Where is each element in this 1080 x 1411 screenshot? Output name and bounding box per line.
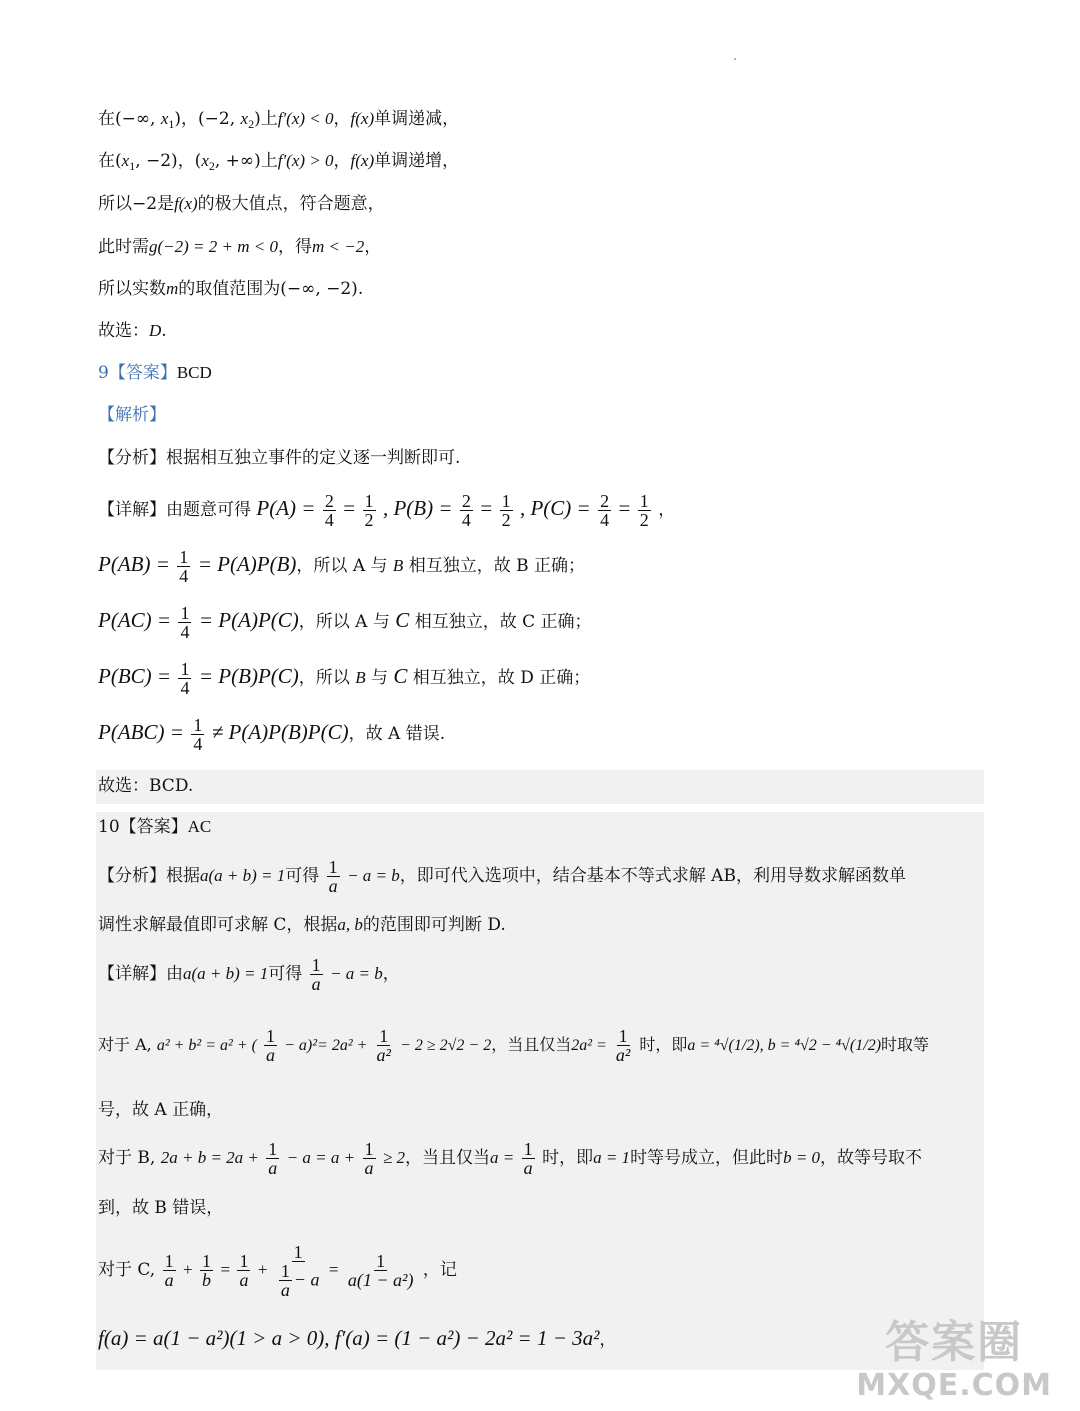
text: ，故等号取不 bbox=[820, 1148, 923, 1168]
formula-line bbox=[98, 1240, 457, 1300]
fraction bbox=[375, 1027, 393, 1064]
text: 所以实数 bbox=[98, 279, 166, 299]
fraction bbox=[266, 1140, 279, 1177]
math: f(x) bbox=[350, 151, 375, 170]
math: f(x) bbox=[350, 109, 375, 128]
formula-line bbox=[98, 708, 445, 758]
math: = bbox=[480, 496, 493, 520]
denominator: 2 bbox=[501, 510, 511, 530]
text: 对于 C, bbox=[98, 1260, 161, 1280]
math: P(BC) = bbox=[98, 664, 172, 688]
answer-tag: 【答案】 bbox=[108, 363, 177, 383]
scan-dot bbox=[734, 58, 736, 60]
denominator: a bbox=[311, 974, 321, 994]
math: , P(B) = bbox=[382, 496, 453, 520]
text: 时等号成立，但此时 bbox=[630, 1148, 784, 1168]
math: = bbox=[328, 1260, 339, 1279]
text: 时取等 bbox=[881, 1035, 930, 1054]
math: = 2a² + bbox=[317, 1037, 368, 1054]
denominator: 2 bbox=[639, 510, 649, 530]
text: 在( bbox=[98, 151, 122, 171]
math: x bbox=[160, 109, 169, 128]
math: x bbox=[201, 151, 209, 170]
text: ，记 bbox=[422, 1260, 457, 1280]
text-line bbox=[98, 149, 459, 178]
math: = P(A)P(B) bbox=[197, 552, 297, 576]
fraction bbox=[327, 858, 340, 895]
analysis-heading: 【解析】 bbox=[98, 405, 166, 425]
numerator: 1 bbox=[179, 547, 189, 567]
fraction bbox=[275, 1243, 322, 1299]
numerator: 1 bbox=[618, 1026, 628, 1046]
math: C bbox=[395, 608, 410, 632]
numerator: 1 bbox=[328, 857, 338, 877]
numerator: 1 bbox=[180, 659, 190, 679]
denominator: a bbox=[239, 1270, 249, 1290]
fraction bbox=[178, 604, 191, 641]
text: 由题意可得 bbox=[166, 500, 251, 520]
numerator: 1 bbox=[293, 1241, 303, 1262]
fraction bbox=[614, 1027, 632, 1064]
math: P(AB) = bbox=[98, 552, 170, 576]
math: = bbox=[618, 496, 631, 520]
text: ，故 A 错误. bbox=[348, 724, 446, 744]
math: B bbox=[392, 556, 404, 575]
math: f(x) bbox=[174, 194, 198, 213]
math: f(a) = a(1 − a²)(1 > a > 0), f′(a) = (1 − a²) − 2a² = 1 − 3a² bbox=[98, 1326, 600, 1350]
text: 相互独立，故 D 正确； bbox=[407, 668, 591, 688]
math: = bbox=[343, 496, 356, 520]
text: , +∞)上 bbox=[214, 151, 278, 171]
watermark-top: 答案圈 bbox=[885, 1317, 1024, 1368]
math: a = ⁴√(1/2), b = ⁴√2 − ⁴√(1/2) bbox=[687, 1037, 882, 1054]
math: B bbox=[355, 668, 366, 687]
section-tag: 【分析】 bbox=[98, 448, 166, 468]
denominator: a bbox=[523, 1158, 533, 1178]
math: f′(x) > 0 bbox=[277, 151, 334, 170]
math: P(A) = bbox=[256, 496, 316, 520]
section-tag: 【详解】 bbox=[98, 964, 166, 984]
text: ， bbox=[658, 500, 676, 520]
math: − a = b bbox=[330, 964, 383, 983]
text-line bbox=[98, 913, 506, 937]
text: 的极大值点，符合题意， bbox=[197, 194, 385, 214]
denominator: 4 bbox=[179, 566, 189, 586]
text: ，得 bbox=[278, 237, 312, 257]
math: = bbox=[220, 1260, 231, 1279]
fraction bbox=[363, 492, 376, 529]
text: ，当且仅当 bbox=[491, 1035, 572, 1054]
math: P(ABC) = bbox=[98, 720, 184, 744]
numerator: 2 bbox=[600, 491, 610, 511]
math: C bbox=[393, 664, 408, 688]
denominator: a bbox=[164, 1270, 174, 1290]
math: x bbox=[121, 151, 130, 170]
text: ，当且仅当 bbox=[405, 1148, 491, 1168]
fraction bbox=[638, 492, 651, 529]
section-tag: 【分析】 bbox=[98, 866, 166, 886]
text: ， bbox=[364, 237, 382, 257]
math: − 2 ≥ 2√2 − 2 bbox=[400, 1037, 492, 1054]
text-line bbox=[98, 107, 459, 136]
formula-line bbox=[98, 484, 675, 534]
math: − a = b bbox=[347, 866, 400, 885]
answer-value: AC bbox=[187, 817, 212, 836]
fraction bbox=[323, 492, 336, 529]
text-line: 故选：BCD. bbox=[98, 776, 194, 796]
math: 2 bbox=[208, 159, 215, 173]
text: ， bbox=[333, 109, 351, 129]
formula-line bbox=[98, 950, 400, 998]
text: ， bbox=[333, 151, 351, 171]
text: ，即可代入选项中，结合基本不等式求解 AB，利用导数求解函数单 bbox=[399, 866, 906, 886]
text: ，所以 A 与 bbox=[296, 556, 393, 576]
text-line bbox=[98, 192, 385, 216]
text: 所以−2是 bbox=[98, 194, 175, 214]
watermark-logo bbox=[856, 1317, 1052, 1403]
text: 的范围即可判断 D. bbox=[362, 915, 506, 935]
math: m bbox=[166, 279, 179, 298]
math: x bbox=[240, 109, 249, 128]
question-number: 9 bbox=[98, 363, 109, 383]
denominator: a bbox=[328, 876, 338, 896]
text-line bbox=[98, 235, 381, 259]
denominator: a bbox=[268, 1158, 278, 1178]
shaded-block bbox=[96, 770, 984, 804]
numerator: 1 bbox=[268, 1139, 278, 1159]
text-line: 号，故 A 正确， bbox=[98, 1100, 224, 1120]
math: a² + b² = a² + ( bbox=[156, 1037, 257, 1054]
formula-line bbox=[98, 540, 585, 590]
fraction bbox=[237, 1252, 250, 1289]
math: a(a + b) = 1 bbox=[183, 964, 269, 983]
numerator: 2 bbox=[461, 491, 471, 511]
math: a = 1 bbox=[593, 1148, 631, 1167]
math: − a bbox=[293, 1269, 320, 1289]
text: 与 bbox=[365, 668, 394, 688]
text: 的取值范围为(−∞, −2). bbox=[178, 279, 364, 299]
denominator: a² bbox=[376, 1045, 391, 1065]
text: 根据相互独立事件的定义逐一判断即可. bbox=[166, 448, 461, 468]
denominator: a bbox=[364, 1158, 374, 1178]
math: 1 bbox=[129, 159, 136, 173]
watermark-bottom: MXQE.COM bbox=[856, 1368, 1052, 1403]
formula-line bbox=[98, 852, 906, 900]
denominator: a(1 − a²) bbox=[347, 1270, 414, 1290]
math: D bbox=[149, 321, 162, 340]
fraction bbox=[346, 1252, 416, 1289]
math: 1 bbox=[168, 117, 175, 131]
math: − a = a + bbox=[286, 1148, 356, 1167]
denominator: 4 bbox=[180, 622, 190, 642]
math: f′(x) < 0 bbox=[277, 109, 334, 128]
answer-heading bbox=[98, 815, 211, 839]
text: . bbox=[161, 321, 167, 341]
answer-value: BCD bbox=[176, 363, 212, 382]
denominator: 4 bbox=[600, 510, 610, 530]
text: 时，即 bbox=[542, 1148, 594, 1168]
math: + bbox=[183, 1260, 193, 1279]
formula-line bbox=[98, 1326, 616, 1352]
fraction bbox=[177, 548, 190, 585]
math: ≠ P(A)P(B)P(C) bbox=[211, 720, 349, 744]
numerator: 1 bbox=[501, 491, 511, 511]
numerator: 1 bbox=[266, 1026, 276, 1046]
numerator: 2 bbox=[324, 491, 334, 511]
numerator: 1 bbox=[180, 603, 190, 623]
formula-line bbox=[98, 1020, 929, 1071]
text-line: 到，故 B 错误， bbox=[98, 1198, 224, 1218]
denominator: 4 bbox=[324, 510, 334, 530]
text-line bbox=[98, 446, 460, 470]
numerator: 1 bbox=[639, 491, 649, 511]
text: ，所以 A 与 bbox=[298, 612, 396, 632]
fraction bbox=[310, 956, 323, 993]
text: 相互独立，故 C 正确； bbox=[409, 612, 592, 632]
numerator: 1 bbox=[202, 1251, 212, 1271]
numerator: 1 bbox=[523, 1139, 533, 1159]
math: 2a² = bbox=[571, 1037, 607, 1054]
text: 对于 A, bbox=[98, 1035, 157, 1054]
fraction bbox=[279, 1262, 292, 1299]
fraction bbox=[500, 492, 513, 529]
fraction bbox=[363, 1140, 376, 1177]
math: 2a + b = 2a + bbox=[160, 1148, 259, 1167]
text: 对于 B, bbox=[98, 1148, 161, 1168]
text-line bbox=[98, 277, 363, 301]
text: 单调递减， bbox=[374, 109, 460, 129]
math: 2 bbox=[248, 117, 255, 131]
numerator: 1 bbox=[364, 491, 374, 511]
math: P(AC) = bbox=[98, 608, 172, 632]
text: ， bbox=[382, 964, 400, 984]
math: a(a + b) = 1 bbox=[200, 866, 286, 885]
section-tag: 【详解】 bbox=[98, 500, 166, 520]
text: 调性求解最值即可求解 C，根据 bbox=[98, 915, 338, 935]
fraction bbox=[191, 716, 204, 753]
numerator: 1 bbox=[193, 715, 203, 735]
text: 可得 bbox=[285, 866, 320, 886]
numerator: 1 bbox=[164, 1251, 174, 1271]
text-line bbox=[98, 319, 167, 343]
formula-line bbox=[98, 652, 590, 702]
numerator: 1 bbox=[376, 1251, 386, 1271]
fraction bbox=[178, 660, 191, 697]
denominator: a bbox=[280, 1279, 290, 1300]
text: , −2)，( bbox=[135, 151, 202, 171]
text: 单调递增， bbox=[374, 151, 460, 171]
fraction bbox=[200, 1252, 213, 1289]
numerator: 1 bbox=[364, 1139, 374, 1159]
math: g(−2) = 2 + m < 0 bbox=[149, 237, 278, 256]
text: )，(−2, bbox=[174, 109, 241, 129]
text: 相互独立，故 B 正确； bbox=[403, 556, 586, 576]
answer-heading bbox=[98, 361, 212, 385]
fraction bbox=[264, 1027, 277, 1064]
text: ， bbox=[599, 1330, 617, 1350]
math: = P(B)P(C) bbox=[198, 664, 299, 688]
denominator: a bbox=[266, 1045, 276, 1065]
text: 由 bbox=[166, 964, 183, 984]
formula-line bbox=[98, 1134, 922, 1182]
math: a, b bbox=[337, 915, 363, 934]
fraction bbox=[460, 492, 473, 529]
text: 根据 bbox=[166, 866, 200, 886]
math: m < −2 bbox=[312, 237, 365, 256]
denominator bbox=[275, 1262, 322, 1299]
math: = P(A)P(C) bbox=[198, 608, 299, 632]
formula-line bbox=[98, 596, 592, 646]
math: b = 0 bbox=[783, 1148, 821, 1167]
text: )上 bbox=[254, 109, 278, 129]
text: ，所以 bbox=[298, 668, 356, 688]
denominator: a² bbox=[615, 1045, 631, 1065]
denominator: 4 bbox=[461, 510, 471, 530]
text: 故选： bbox=[98, 321, 149, 341]
text: 可得 bbox=[268, 964, 303, 984]
fraction bbox=[522, 1140, 535, 1177]
denominator: 4 bbox=[180, 678, 190, 698]
denominator: 2 bbox=[364, 510, 374, 530]
numerator: 1 bbox=[379, 1026, 389, 1046]
text: 此时需 bbox=[98, 237, 149, 257]
text: 时，即 bbox=[639, 1035, 688, 1054]
numerator: 1 bbox=[280, 1260, 290, 1281]
denominator: b bbox=[202, 1270, 212, 1290]
math: − a)² bbox=[284, 1037, 318, 1054]
fraction bbox=[163, 1252, 176, 1289]
math: ≥ 2 bbox=[382, 1148, 406, 1167]
question-number: 10 bbox=[98, 817, 120, 837]
math: + bbox=[257, 1260, 268, 1279]
denominator: 4 bbox=[193, 734, 203, 754]
numerator: 1 bbox=[239, 1251, 249, 1271]
fraction bbox=[598, 492, 611, 529]
answer-tag: 【答案】 bbox=[119, 817, 188, 837]
math: , P(C) = bbox=[519, 496, 591, 520]
numerator: 1 bbox=[311, 955, 321, 975]
text: 在(−∞, bbox=[98, 109, 161, 129]
math: a = bbox=[490, 1148, 515, 1167]
